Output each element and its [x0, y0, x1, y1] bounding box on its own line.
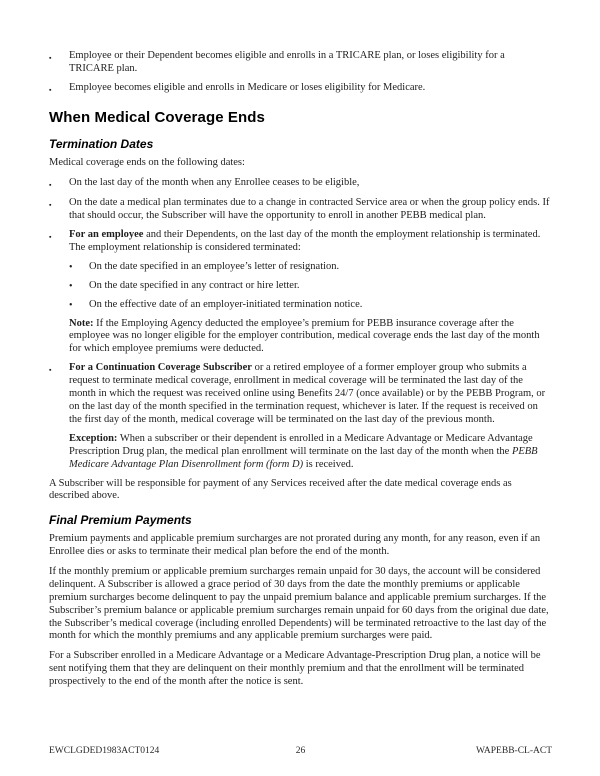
bullet-item	[49, 362, 552, 471]
page-footer	[49, 746, 552, 758]
subsection-heading-final-premium-payments: Final Premium Payments	[49, 513, 192, 528]
square-bullet-icon: ▪	[49, 85, 52, 94]
sub-bullet-item	[69, 280, 552, 293]
bullet-text: Employee or their Dependent becomes eligible and enrolls in a TRICARE plan, or loses eligibility for a TRICARE plan.	[69, 50, 505, 74]
subsection-heading-termination-dates: Termination Dates	[49, 137, 154, 152]
bullet-item	[49, 50, 552, 76]
sub-bullet-text: On the effective date of an employer-initiated termination notice.	[89, 298, 363, 310]
termination-bullet-list	[49, 177, 552, 472]
round-bullet-icon: •	[69, 261, 73, 273]
exception-paragraph	[69, 433, 552, 472]
bold-lead: For a Continuation Coverage Subscriber	[69, 362, 252, 374]
section-heading: When Medical Coverage Ends	[49, 108, 265, 126]
sub-bullet-list	[69, 261, 552, 312]
footer-page-number: 26	[295, 746, 306, 757]
note-text: If the Employing Agency deducted the employee’s premium for PEBB insurance coverage after the employee was no longer eligible for the employer contribution, medical coverage ends the last day of the month for which employee premiums were deducted.	[69, 317, 540, 355]
footer-document-code: EWCLGDED1983ACT0124	[49, 746, 160, 757]
sub-bullet-item	[69, 261, 552, 274]
form-name-italic: PEBB Medicare Advantage Plan Disenrollment form (form D)	[69, 445, 538, 470]
bullet-text	[69, 229, 552, 357]
bullet-text: On the date a medical plan terminates due to a change in contracted Service area or when the group policy ends. If that should occur, the Subscriber will have the opportunity to enroll in another PEBB medical plan.	[69, 196, 550, 221]
top-bullet-list	[49, 50, 552, 96]
bold-lead: For an employee	[69, 228, 144, 240]
square-bullet-icon: ▪	[49, 180, 52, 189]
sub-bullet-text: On the date specified in an employee’s letter of resignation.	[89, 260, 340, 272]
final-premium-paragraph: Premium payments and applicable premium surcharges are not prorated during any month, for any reason, even if an Enrollee dies or asks to terminate their medical plan before the end of the month.	[49, 533, 541, 557]
bullet-item	[49, 177, 552, 191]
footer-plan-code: WAPEBB-CL-ACT	[476, 746, 552, 757]
text-rest: and their Dependents, on the last day of the month the employment relationship is terminated. The employment relationship is considered terminated:	[69, 228, 541, 253]
sub-bullet-text: On the date specified in any contract or hire letter.	[89, 279, 300, 291]
round-bullet-icon: •	[69, 280, 73, 292]
square-bullet-icon: ▪	[49, 232, 52, 241]
exception-text: When a subscriber or their dependent is enrolled in a Medicare Advantage or Medicare Advantage Prescription Drug plan, the medical plan enrollment will terminate on the last day of the month when the	[69, 432, 533, 457]
exception-text-end: is received.	[303, 458, 354, 470]
note-label: Note:	[69, 317, 94, 329]
termination-intro-paragraph: Medical coverage ends on the following dates:	[49, 157, 245, 168]
bullet-item	[49, 229, 552, 357]
bullet-text: On the last day of the month when any Enrollee ceases to be eligible,	[69, 176, 360, 188]
bullet-text: Employee becomes eligible and enrolls in Medicare or loses eligibility for Medicare.	[69, 81, 426, 93]
final-premium-paragraph: If the monthly premium or applicable premium surcharges remain unpaid for 30 days, the account will be considered delinquent. A Subscriber is allowed a grace period of 30 days from the date the monthly premiums or applicable premium surcharges become delinquent to pay the unpaid premium balance and applicable premium surcharges. If the Subscriber’s premium balance or applicable premium surcharges remain unpaid for 60 days from the original due date, the Subscriber’s medical coverage (including enrolled Dependents) will be terminated retroactive to the last day of the month for which the monthly premiums and any applicable premium surcharges were paid.	[49, 565, 549, 642]
bullet-item	[49, 197, 552, 223]
exception-label: Exception:	[69, 432, 118, 444]
bullet-item	[49, 82, 552, 96]
final-premium-paragraph: For a Subscriber enrolled in a Medicare Advantage or a Medicare Advantage-Prescription Drug plan, a notice will be sent notifying them that they are delinquent on their monthly premium and that the enrollment will be terminated prospectively to the end of the month after the notice is sent.	[49, 650, 541, 688]
square-bullet-icon: ▪	[49, 54, 52, 62]
square-bullet-icon: ▪	[49, 366, 52, 375]
bullet-paragraph	[69, 229, 552, 255]
termination-closing-paragraph: A Subscriber will be responsible for payment of any Services received after the date medical coverage ends as described above.	[49, 477, 512, 502]
bullet-paragraph	[69, 362, 552, 427]
square-bullet-icon: ▪	[49, 200, 52, 209]
sub-bullet-item	[69, 299, 552, 312]
round-bullet-icon: •	[69, 299, 73, 311]
text-rest: or a retired employee of a former employer group who submits a request to terminate medical coverage, enrollment in medical coverage will be terminated the last day of the month in which the request was received online using Benefits 24/7 (once available) or by the PEBB Program, or on the last day of the month specified in the termination request, whichever is later. If the request is received on the first day of the month, medical coverage will be terminated on the last day of the previous month.	[69, 362, 546, 425]
bullet-text	[69, 362, 552, 471]
note-paragraph	[69, 318, 552, 357]
